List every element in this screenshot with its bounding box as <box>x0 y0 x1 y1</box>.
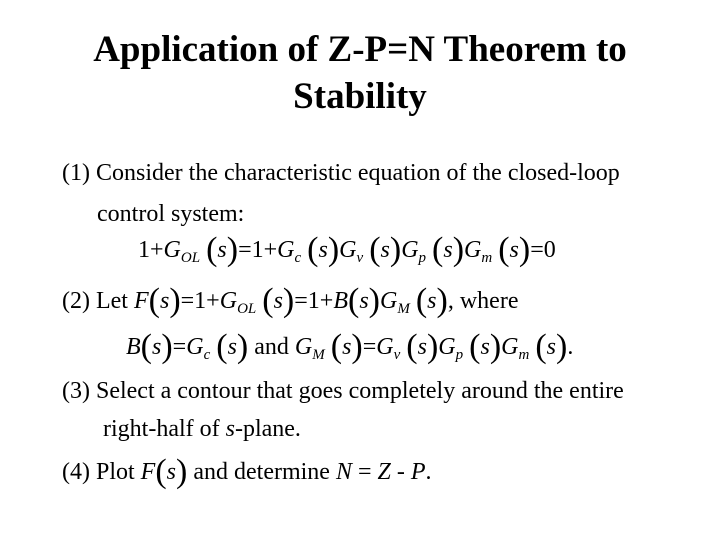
item-3-text: Select a contour that goes completely around the entire <box>95 378 624 404</box>
item-3-number: (3) <box>62 378 90 404</box>
word-and: and <box>254 334 289 360</box>
right-half-a: right-half of <box>103 416 226 442</box>
slide-title <box>0 26 720 120</box>
item-1-text: Consider the characteristic equation of the closed-loop <box>95 160 620 186</box>
word-plot: Plot <box>95 459 135 485</box>
item-2-number: (2) <box>62 288 90 314</box>
item-2-line-2: $B(s)=G_c$ (s) and $G_M$ $(s)=G_v$ $(s)G_p$ $(s)G_m$ (s). <box>126 328 574 365</box>
item-3-line-1 <box>62 376 624 406</box>
right-half-b: -plane. <box>234 416 301 442</box>
item-1-line-2: control system: <box>97 201 245 227</box>
item-4-line-1: (4) Plot F(s) and determine N = Z - P. <box>62 453 432 490</box>
word-where: where <box>459 288 519 314</box>
word-let: Let <box>95 288 128 314</box>
item-2-line-1: (2) Let $F(s)=1+G_{OL}$ $(s)=1+B(s)G_M$ (s), where <box>62 282 519 319</box>
item-1-number: (1) <box>62 160 90 186</box>
item-1-equation: $1+G_{OL}$ $(s)=1+G_c$ $(s)G_v$ $(s)G_p$ $(s)G_m$ (s)=0 <box>138 231 556 268</box>
title-line-1: Application of Z-P=N Theorem to <box>93 29 627 70</box>
title-line-2: Stability <box>293 76 427 117</box>
item-3-line-2: right-half of s-plane. <box>103 416 301 442</box>
item-1-line-1 <box>62 158 620 188</box>
item-4-number: (4) <box>62 459 90 485</box>
word-and-determine: and determine <box>193 459 330 485</box>
